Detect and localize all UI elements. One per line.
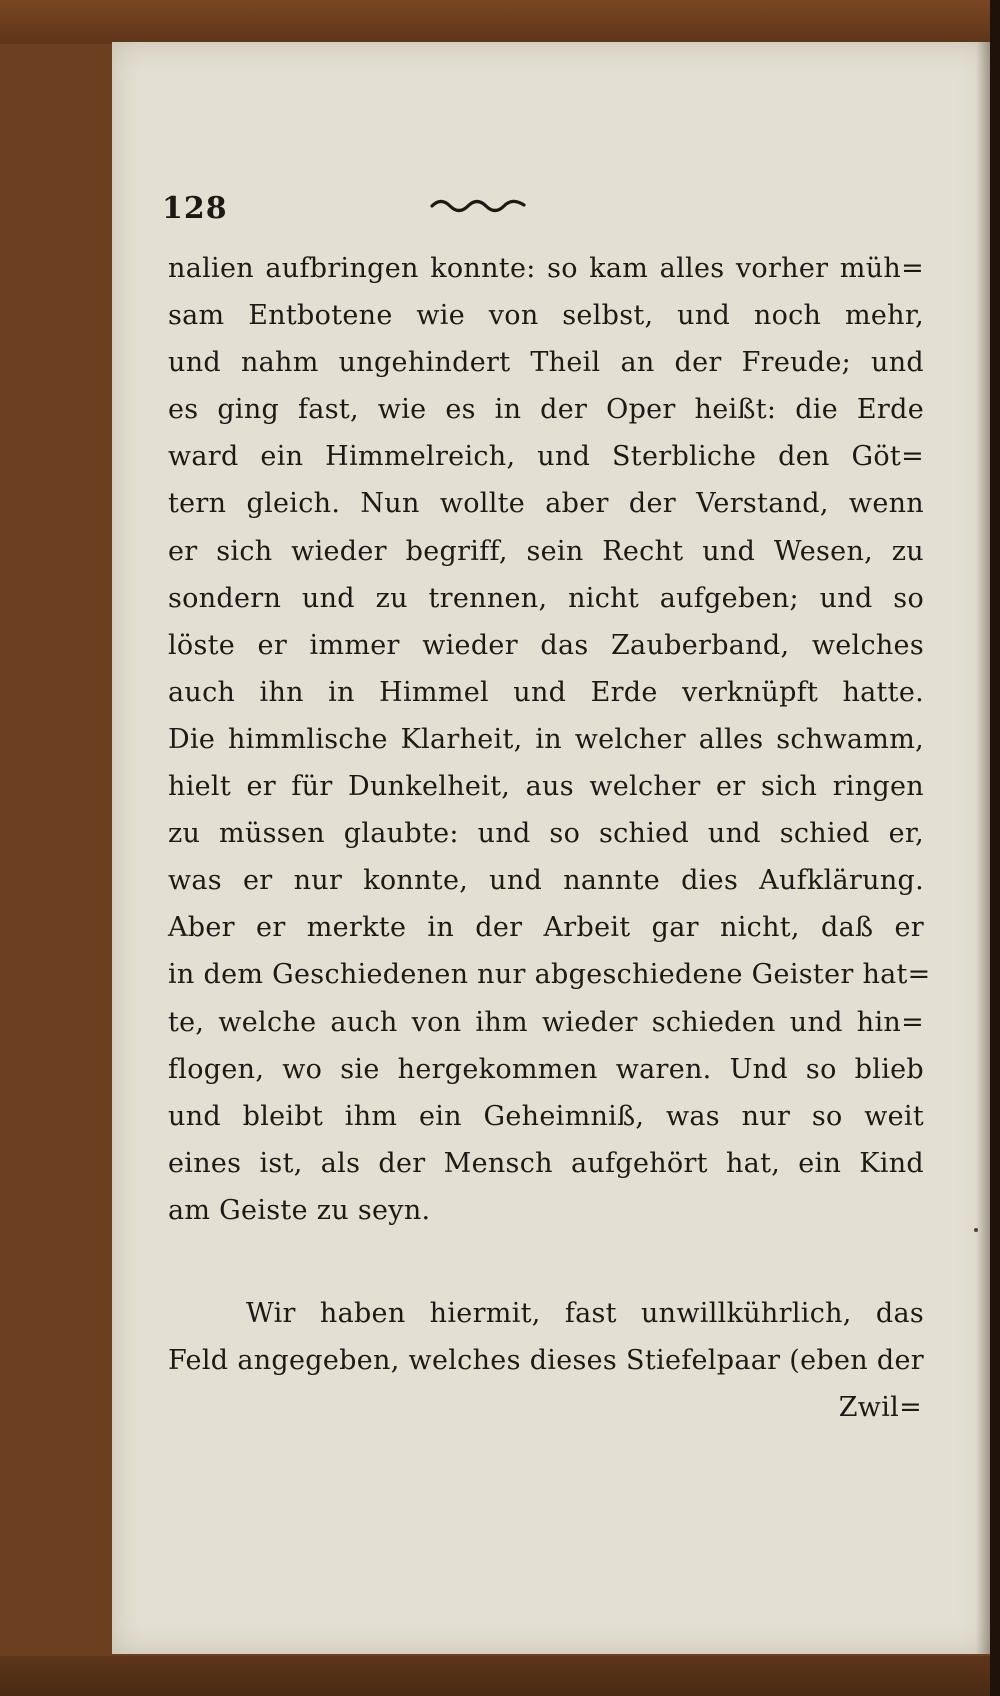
text-line: es ging fast, wie es in der Oper heißt: die Erde [168,394,924,426]
text-line: und nahm ungehindert Theil an der Freude; und [168,347,924,379]
text-line: Die himmlische Klarheit, in welcher alles schwamm, [168,723,924,755]
text-line: te, welche auch von ihm wieder schieden und hin= [168,1006,924,1038]
scan-background-bottom [0,1656,1000,1696]
scan-background-top [0,0,1000,44]
text-line: löste er immer wieder das Zauberband, welches [168,629,924,661]
paragraph-1 [168,245,931,1234]
text-line: Wir haben hiermit, fast unwillkührlich, das [246,1297,924,1329]
page-number: 128 [162,191,228,226]
text-line: Feld angegeben, welches dieses Stiefelpaar (eben der [168,1345,924,1377]
text-line: ward ein Himmelreich, und Sterbliche den Göt= [168,441,924,473]
text-line: und bleibt ihm ein Geheimniß, was nur so weit [168,1100,924,1132]
text-line: am Geiste zu seyn. [168,1194,431,1226]
text-line: eines ist, als der Mensch aufgehört hat, ein Kind [168,1147,924,1179]
text-line: hielt er für Dunkelheit, aus welcher er sich ringen [168,771,924,803]
text-line: auch ihn in Himmel und Erde verknüpft hatte. [168,676,924,708]
text-line: flogen, wo sie hergekommen waren. Und so blieb [168,1053,924,1085]
page-gutter-shadow [976,42,990,1654]
paragraph-2 [168,1290,924,1431]
text-line: Aber er merkte in der Arbeit gar nicht, daß er [168,912,924,944]
catchword: Zwil= [838,1392,922,1424]
text-line: sam Entbotene wie von selbst, und noch mehr, [168,300,924,332]
text-line: zu müssen glaubte: und so schied und schied er, [168,818,924,850]
text-line: er sich wieder begriff, sein Recht und Wesen, zu [168,535,924,567]
text-line: sondern und zu trennen, nicht aufgeben; und so [168,582,924,614]
text-line: tern gleich. Nun wollte aber der Verstand, wenn [168,488,924,520]
margin-speck [974,1228,978,1232]
book-spine-edge [990,0,1000,1696]
text-line: was er nur konnte, und nannte dies Aufklärung. [168,865,924,897]
paragraph-spacer [168,1234,924,1290]
text-line: in dem Geschiedenen nur abgeschiedene Geister hat= [168,959,931,991]
text-block [168,245,931,1431]
ornament-rule-icon [430,196,526,214]
text-line: nalien aufbringen konnte: so kam alles vorher müh= [168,253,924,284]
